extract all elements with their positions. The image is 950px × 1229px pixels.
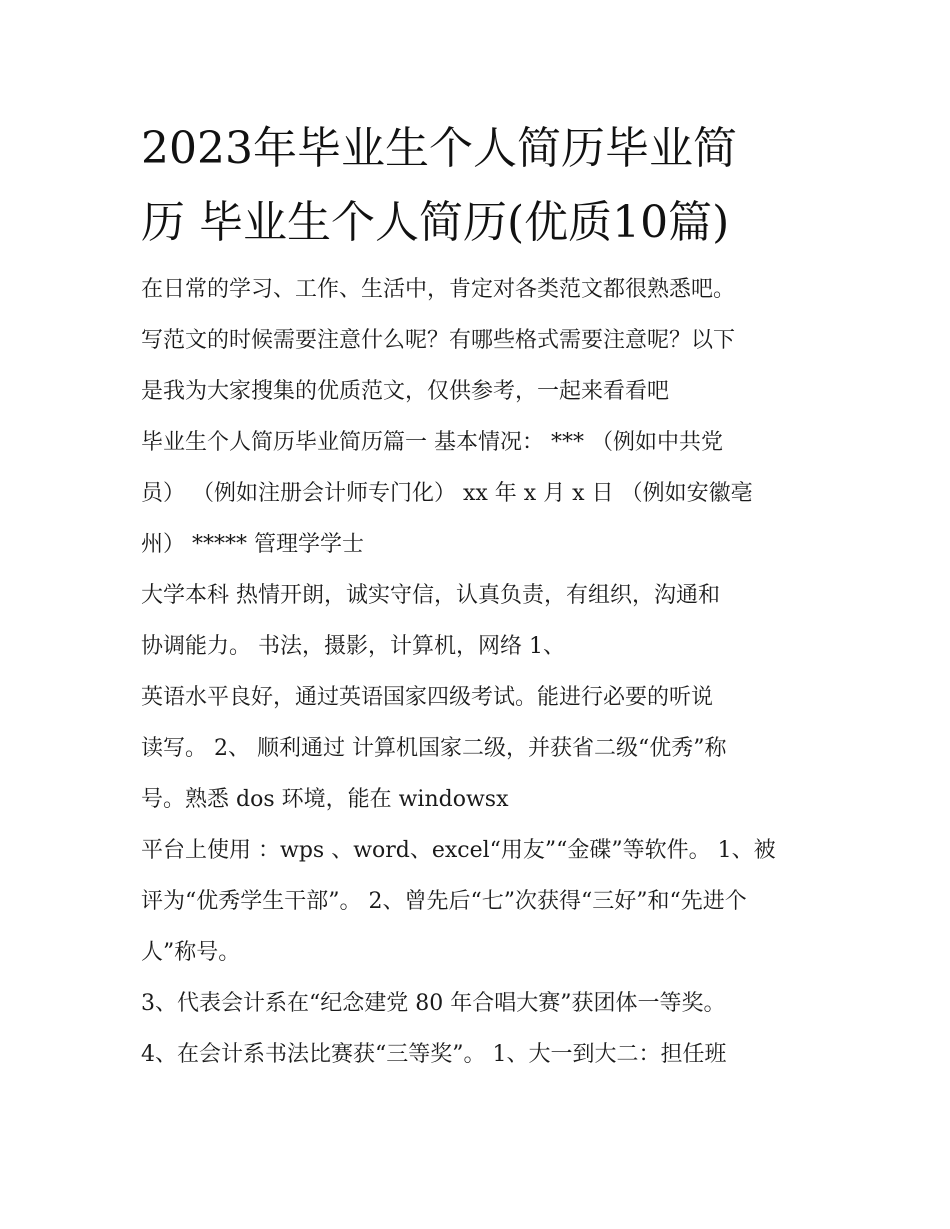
paragraph-line: 4、在会计系书法比赛获“三等奖”。 1、大一到大二：担任班 [141,1042,727,1067]
document-title [141,112,813,260]
paragraph-line: 平台上使用 ：wps 、word、excel“用友”“金碟”等软件。 1、被 [141,838,776,863]
paragraph-basic-info [141,417,813,570]
paragraph-line: 大学本科 热情开朗，诚实守信，认真负责，有组织，沟通和 [141,583,720,608]
paragraph-line: 州） ***** 管理学学士 [141,532,364,557]
paragraph-skills [141,672,813,825]
paragraph-award-chorus [141,978,813,1029]
paragraph-award-calligraphy [141,1029,813,1080]
paragraph-line: 读写。 2、 顺利通过 计算机国家二级，并获省二级“优秀”称 [141,736,727,761]
paragraph-line: 员） （例如注册会计师专门化） xx 年 x 月 x 日 （例如安徽亳 [141,481,753,506]
paragraph-education [141,570,813,672]
paragraph-line: 写范文的时候需要注意什么呢？有哪些格式需要注意呢？以下 [141,328,736,353]
title-line-2: 历 毕业生个人简历(优质10篇) [141,197,730,248]
paragraph-line: 评为“优秀学生干部”。 2、曾先后“七”次获得“三好”和“先进个 [141,889,747,914]
document-content [141,112,813,1080]
title-line-1: 2023年毕业生个人简历毕业简 [141,123,737,174]
paragraph-line: 英语水平良好，通过英语国家四级考试。能进行必要的听说 [141,685,714,710]
paragraph-line: 3、代表会计系在“纪念建党 80 年合唱大赛”获团体一等奖。 [141,991,726,1016]
paragraph-line: 毕业生个人简历毕业简历篇一 基本情况： *** （例如中共党 [141,430,723,455]
paragraph-line: 人”称号。 [141,940,241,965]
paragraph-line: 号。熟悉 dos 环境，能在 windowsx [141,787,509,812]
paragraph-line: 协调能力。 书法，摄影，计算机，网络 1、 [141,634,565,659]
paragraph-line: 在日常的学习、工作、生活中，肯定对各类范文都很熟悉吧。 [141,277,736,302]
paragraph-line: 是我为大家搜集的优质范文，仅供参考，一起来看看吧 [141,379,670,404]
paragraph-intro [141,264,813,417]
paragraph-software-awards [141,825,813,978]
